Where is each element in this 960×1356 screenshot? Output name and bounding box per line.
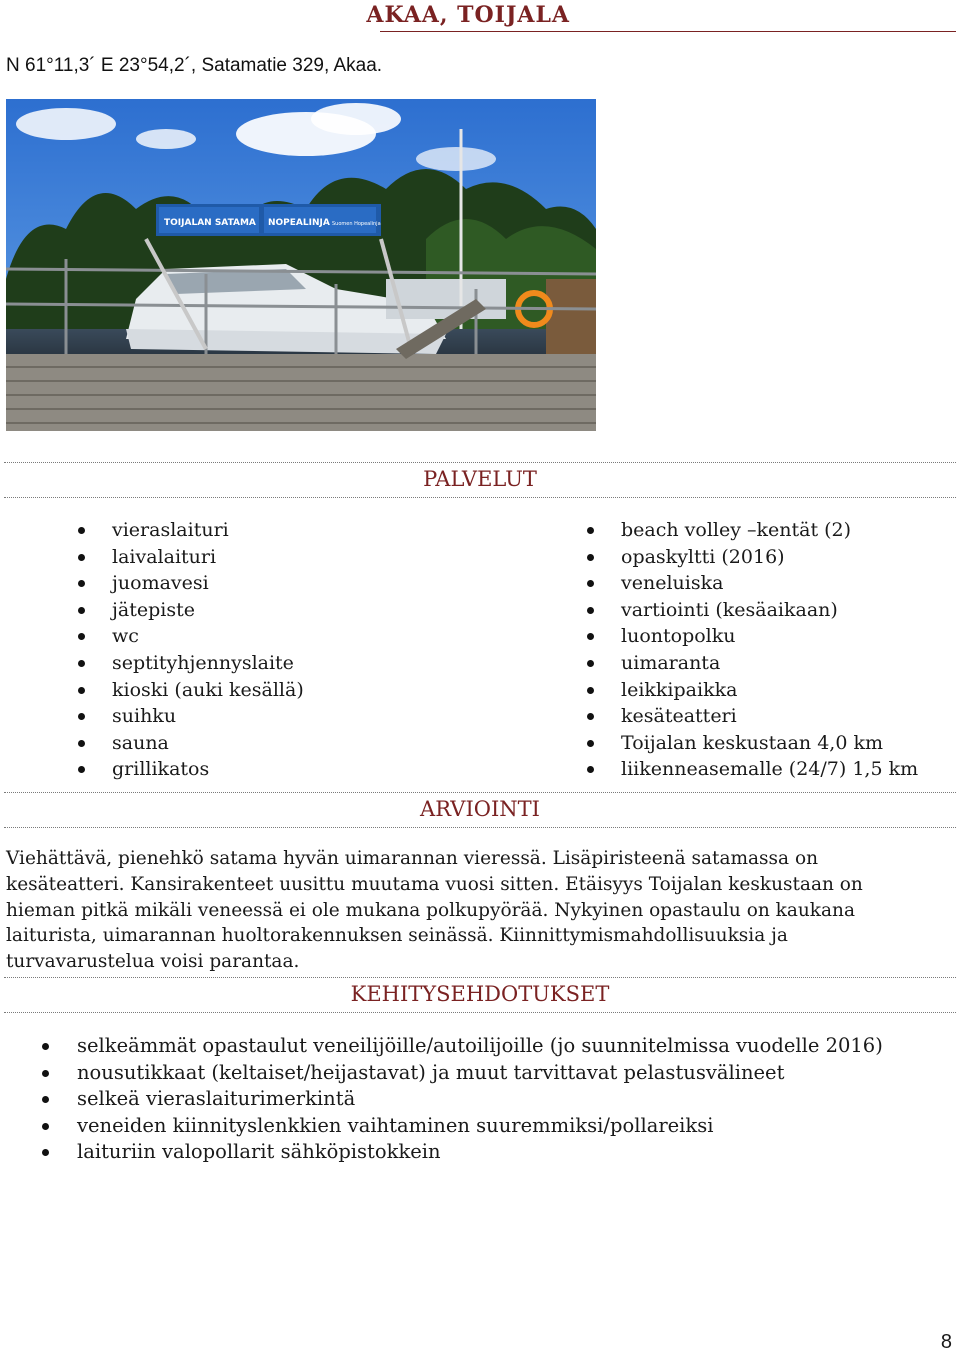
development-heading-text: KEHITYSEHDOTUKSET [350,982,610,1006]
sign-left-text: TOIJALAN SATAMA [164,218,256,228]
sign-right-text: NOPEALINJA [268,218,330,228]
list-item: laivalaituri [76,544,304,571]
harbor-photo [6,99,596,431]
list-item: vieraslaituri [76,517,304,544]
rating-text: Viehättävä, pienehkö satama hyvän uimarannan vieressä. Lisäpiristeenä satamassa on kesäteatteri. Kansirakenteet uusittu muutama vuosi sitten. Etäisyys Toijalan keskustaan on hieman pitkä mikäli veneessä ei ole mukana polkupyörää. Nykyinen opastaulu on kaukana laiturista, uimarannan huoltorakennuksen seinässä. Kiinnittymismahdollisuuksia ja turvavarustelua voisi parantaa. [6,848,863,973]
list-item: selkeä vieraslaiturimerkintä [42,1086,883,1113]
list-item: grillikatos [76,756,304,783]
list-item: luontopolku [585,623,918,650]
services-list-left [76,517,304,783]
list-item: vartiointi (kesäaikaan) [585,597,918,624]
services-list-right [585,517,918,783]
location-coordinates: N 61°11,3´ E 23°54,2´, Satamatie 329, Akaa. [6,55,383,76]
services-heading-text: PALVELUT [423,467,537,491]
list-item: veneiden kiinnityslenkkien vaihtaminen suuremmiksi/pollareiksi [42,1113,883,1140]
list-item: beach volley –kentät (2) [585,517,918,544]
list-item: kioski (auki kesällä) [76,677,304,704]
list-item: sauna [76,730,304,757]
development-list [42,1033,883,1166]
list-item: selkeämmät opastaulut veneilijöille/autoilijoille (jo suunnitelmissa vuodelle 2016) [42,1033,883,1060]
page-number: 8 [940,1331,952,1353]
list-item: uimaranta [585,650,918,677]
list-item: septityhjennyslaite [76,650,304,677]
services-heading [4,462,956,498]
list-item: suihku [76,703,304,730]
list-item: nousutikkaat (keltaiset/heijastavat) ja muut tarvittavat pelastusvälineet [42,1060,883,1087]
rating-heading [4,792,956,828]
sign-small-text: Suomen Hopealinja [332,221,381,227]
list-item: liikenneasemalle (24/7) 1,5 km [585,756,918,783]
header-divider [380,31,956,32]
list-item: leikkipaikka [585,677,918,704]
page-title: AKAA, TOIJALA [366,2,570,28]
list-item: wc [76,623,304,650]
list-item: kesäteatteri [585,703,918,730]
list-item: laituriin valopollarit sähköpistokkein [42,1139,883,1166]
list-item: jätepiste [76,597,304,624]
list-item: juomavesi [76,570,304,597]
list-item: Toijalan keskustaan 4,0 km [585,730,918,757]
development-heading [4,977,956,1013]
list-item: opaskyltti (2016) [585,544,918,571]
rating-heading-text: ARVIOINTI [420,797,540,821]
list-item: veneluiska [585,570,918,597]
